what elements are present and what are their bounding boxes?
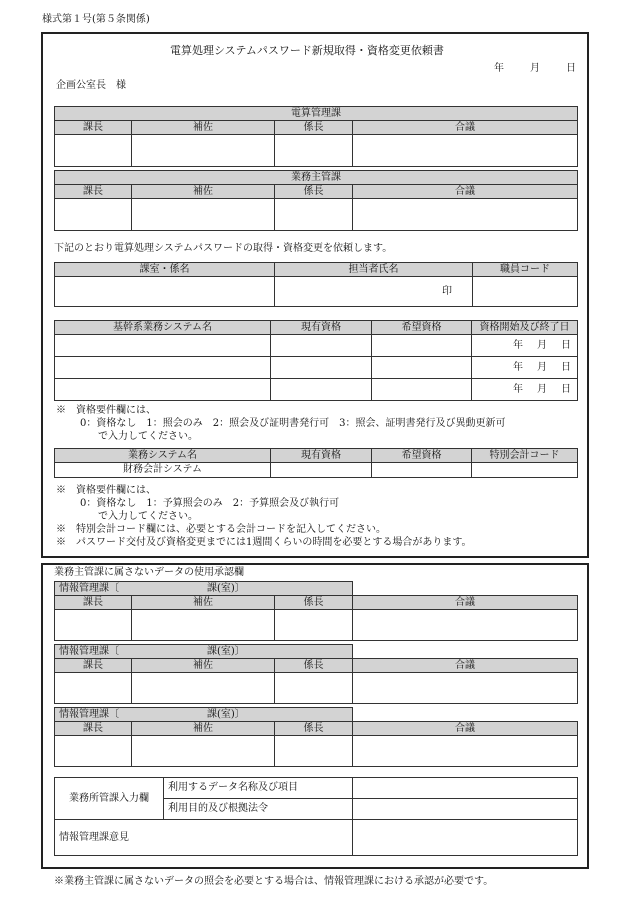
kikan-system-table — [54, 320, 578, 401]
desired-field[interactable] — [372, 463, 472, 478]
system-field[interactable] — [55, 335, 271, 357]
current-field[interactable] — [271, 379, 372, 401]
info-dept-label: 情報管理課〔 課(室)〕 — [55, 708, 353, 722]
period-field[interactable]: 年 月 日 — [472, 379, 578, 401]
system-field[interactable] — [55, 379, 271, 401]
stamp-cell[interactable] — [353, 673, 578, 704]
note2-line3: で入力してください。 — [98, 511, 198, 522]
purpose-label: 利用目的及び根拠法令 — [164, 799, 353, 820]
system-field[interactable] — [55, 357, 271, 379]
date-year: 年 — [494, 63, 504, 74]
current-field[interactable] — [271, 357, 372, 379]
stamp-cell[interactable] — [353, 135, 578, 167]
applicant-table — [54, 262, 578, 307]
current-field[interactable] — [271, 335, 372, 357]
header-dept: 課室・係名 — [55, 263, 275, 277]
header-council: 合議 — [353, 121, 578, 135]
densan-approval-table — [54, 106, 578, 167]
header-current: 現有資格 — [271, 449, 372, 463]
footer-note: ※業務主管課に属さないデータの照会を必要とする場合は、情報管理課における承認が必要です。 — [54, 876, 494, 887]
stamp-cell[interactable] — [275, 673, 353, 704]
stamp-cell[interactable] — [275, 736, 353, 767]
info-dept-table-3 — [54, 707, 578, 767]
person-field[interactable] — [275, 277, 473, 307]
header-desired: 希望資格 — [372, 449, 472, 463]
date-day: 日 — [566, 63, 576, 74]
form-title: 電算処理システムパスワード新規取得・資格変更依頼書 — [170, 44, 444, 57]
header-subchief: 係長 — [275, 659, 353, 673]
gyomu-approval-table — [54, 170, 578, 231]
form-id: 様式第１号(第５条関係) — [42, 14, 150, 25]
stamp-cell[interactable] — [132, 736, 275, 767]
header-council: 合議 — [353, 185, 578, 199]
stamp-cell[interactable] — [55, 135, 132, 167]
desired-field[interactable] — [372, 335, 472, 357]
header-subchief: 係長 — [275, 185, 353, 199]
stamp-cell[interactable] — [132, 673, 275, 704]
stamp-cell[interactable] — [55, 610, 132, 641]
info-dept-table-1 — [54, 581, 578, 641]
note1-line3: で入力してください。 — [98, 431, 198, 442]
header-chief: 課長 — [55, 659, 132, 673]
stamp-cell[interactable] — [275, 199, 353, 231]
header-chief: 課長 — [55, 722, 132, 736]
header-subchief: 係長 — [275, 121, 353, 135]
seal-mark: 印 — [442, 285, 452, 297]
header-special-code: 特別会計コード — [472, 449, 578, 463]
info-dept-label: 情報管理課〔 課(室)〕 — [55, 582, 353, 596]
header-subchief: 係長 — [275, 596, 353, 610]
data-name-field[interactable] — [353, 778, 578, 799]
header-person: 担当者氏名 — [275, 263, 473, 277]
special-code-field[interactable] — [472, 463, 578, 478]
office-input-label: 業務所管課入力欄 — [55, 778, 164, 820]
current-field[interactable] — [271, 463, 372, 478]
header-assistant: 補佐 — [132, 596, 275, 610]
header-council: 合議 — [353, 722, 578, 736]
header-assistant: 補佐 — [132, 121, 275, 135]
stamp-cell[interactable] — [55, 736, 132, 767]
stamp-cell[interactable] — [353, 736, 578, 767]
stamp-cell[interactable] — [275, 135, 353, 167]
note1-line2: 0：資格なし 1：照会のみ 2：照会及び証明書発行可 3：照会、証明書発行及び異動更新可 — [80, 418, 506, 429]
header-staff-code: 職員コード — [473, 263, 578, 277]
stamp-cell[interactable] — [55, 673, 132, 704]
info-dept-label: 情報管理課〔 課(室)〕 — [55, 645, 353, 659]
stamp-cell[interactable] — [132, 199, 275, 231]
header-chief: 課長 — [55, 596, 132, 610]
header-council: 合議 — [353, 659, 578, 673]
period-field[interactable]: 年 月 日 — [472, 335, 578, 357]
header-gyomu-system: 業務システム名 — [55, 449, 271, 463]
header-period: 資格開始及び終了日 — [472, 321, 578, 335]
office-input-table — [54, 777, 578, 856]
header-desired: 希望資格 — [372, 321, 472, 335]
header-kikan-system: 基幹系業務システム名 — [55, 321, 271, 335]
note2-line1: ※ 資格要件欄には、 — [56, 485, 156, 496]
header-subchief: 係長 — [275, 722, 353, 736]
header-assistant: 補佐 — [132, 659, 275, 673]
header-chief: 課長 — [55, 185, 132, 199]
header-assistant: 補佐 — [132, 722, 275, 736]
period-field[interactable]: 年 月 日 — [472, 357, 578, 379]
stamp-cell[interactable] — [353, 610, 578, 641]
opinion-field[interactable] — [353, 820, 578, 856]
note2-line2: 0：資格なし 1：予算照会のみ 2：予算照会及び執行可 — [80, 498, 340, 509]
info-dept-table-2 — [54, 644, 578, 704]
note2-line4: ※ 特別会計コード欄には、必要とする会計コードを記入してください。 — [56, 524, 386, 535]
stamp-cell[interactable] — [353, 199, 578, 231]
purpose-field[interactable] — [353, 799, 578, 820]
gyomu-section-label: 業務主管課 — [55, 171, 578, 185]
header-chief: 課長 — [55, 121, 132, 135]
opinion-label: 情報管理課意見 — [55, 820, 353, 856]
header-current: 現有資格 — [271, 321, 372, 335]
date-month: 月 — [530, 63, 540, 74]
header-council: 合議 — [353, 596, 578, 610]
stamp-cell[interactable] — [132, 135, 275, 167]
section2-title: 業務主管課に属さないデータの使用承認欄 — [54, 567, 244, 578]
staff-code-field[interactable] — [473, 277, 578, 307]
desired-field[interactable] — [372, 379, 472, 401]
note1-line1: ※ 資格要件欄には、 — [56, 405, 156, 416]
note2-line5: ※ パスワード交付及び資格変更までには1週間くらいの時間を必要とする場合があります。 — [56, 537, 472, 548]
stamp-cell[interactable] — [275, 610, 353, 641]
desired-field[interactable] — [372, 357, 472, 379]
gyomu-system-table — [54, 448, 578, 478]
data-name-label: 利用するデータ名称及び項目 — [164, 778, 353, 799]
stamp-cell[interactable] — [132, 610, 275, 641]
stamp-cell[interactable] — [55, 199, 132, 231]
densan-section-label: 電算管理課 — [55, 107, 578, 121]
system-name-cell: 財務会計システム — [55, 463, 271, 478]
request-sentence: 下記のとおり電算処理システムパスワードの取得・資格変更を依頼します。 — [54, 243, 393, 254]
addressee: 企画公室長 様 — [56, 80, 126, 91]
dept-field[interactable] — [55, 277, 275, 307]
header-assistant: 補佐 — [132, 185, 275, 199]
